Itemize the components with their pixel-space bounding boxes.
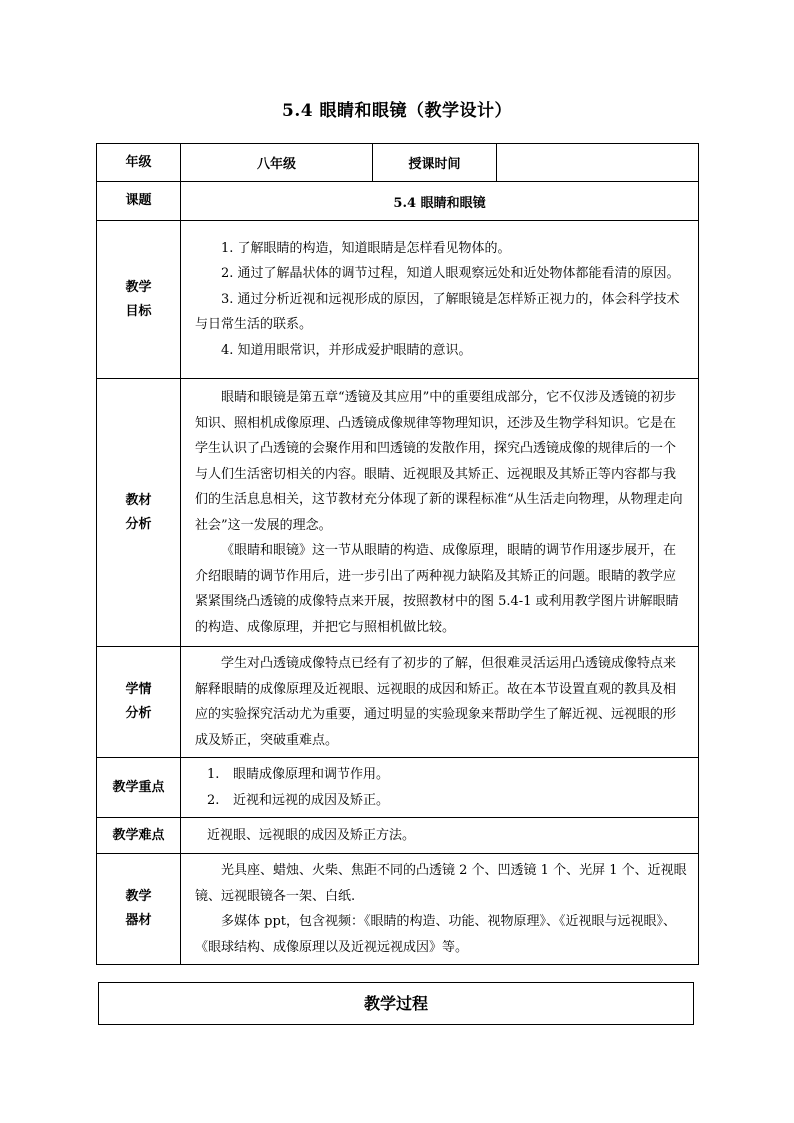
- material-row: [97, 379, 699, 647]
- equipment-paragraph: 光具座、蜡烛、火柴、焦距不同的凸透镜 2 个、凹透镜 1 个、光屏 1 个、近视眼镜、远视眼镜各一架、白纸.: [195, 863, 687, 904]
- document-title: 5.4 眼睛和眼镜（教学设计）: [282, 101, 512, 121]
- students-paragraph: 学生对凸透镜成像特点已经有了初步的了解，但很难灵活运用凸透镜成像特点来解释眼睛的成像原理及近视眼、远视眼的成因和矫正。故在本节设置直观的教具及相应的实验探究活动尤为重要，通过明显的实验现象来帮助学生了解近视、远视眼的形成及矫正，突破重难点。: [195, 656, 677, 748]
- students-row: [97, 647, 699, 758]
- equipment-label: 教学 器材: [97, 854, 181, 965]
- difficulty-content: [181, 818, 699, 854]
- class-time-label: 授课时间: [373, 144, 497, 182]
- goals-label: 教学 目标: [97, 221, 181, 379]
- key-point-item: 2. 近视和远视的成因及矫正。: [207, 792, 390, 808]
- topic-row: [97, 182, 699, 221]
- equipment-paragraph: 多媒体 ppt，包含视频：《眼睛的构造、功能、视物原理》、《近视眼与远视眼》、《眼球结构、成像原理以及近视远视成因》等。: [195, 914, 677, 955]
- difficulty-row: [97, 818, 699, 854]
- goal-item: 1. 了解眼睛的构造，知道眼睛是怎样看见物体的。: [221, 240, 511, 256]
- material-label: 教材 分析: [97, 379, 181, 647]
- class-time-value: [497, 144, 699, 182]
- equipment-row: [97, 854, 699, 965]
- grade-value: 八年级: [181, 144, 373, 182]
- goal-item: 2. 通过了解晶状体的调节过程，知道人眼观察远处和近处物体都能看清的原因。: [221, 266, 680, 282]
- difficulty-label: 教学难点: [97, 818, 181, 854]
- goal-item: 4. 知道用眼常识，并形成爱护眼睛的意识。: [221, 342, 472, 358]
- material-paragraph: 《眼睛和眼镜》这一节从眼睛的构造、成像原理，眼睛的调节作用逐步展开，在介绍眼睛的调节作用后，进一步引出了两种视力缺陷及其矫正的问题。眼睛的教学应紧紧围绕凸透镜的成像特点来开展，按照教材中的图 5.4-1 或利用教学图片讲解眼睛的构造、成像原理，并把它与照相机做比较。: [195, 543, 679, 635]
- topic-value: 5.4 眼睛和眼镜: [181, 182, 699, 221]
- topic-label: 课题: [97, 182, 181, 221]
- key-points-label: 教学重点: [97, 758, 181, 818]
- goals-content: [181, 221, 699, 379]
- equipment-content: [181, 854, 699, 965]
- teaching-process-heading: 教学过程: [98, 982, 694, 1025]
- material-paragraph: 眼睛和眼镜是第五章“透镜及其应用”中的重要组成部分，它不仅涉及透镜的初步知识、照相机成像原理、凸透镜成像规律等物理知识，还涉及生物学科知识。它是在学生认识了凸透镜的会聚作用和凹透镜的发散作用，探究凸透镜成像的规律后的一个与人们生活密切相关的内容。眼睛、近视眼及其矫正、远视眼及其矫正等内容都与我们的生活息息相关，这节教材充分体现了新的课程标准“从生活走向物理，从物理走向社会”这一发展的理念。: [195, 390, 683, 533]
- key-points-row: [97, 758, 699, 818]
- difficulty-text: 近视眼、远视眼的成因及矫正方法。: [207, 827, 416, 843]
- key-points-content: [181, 758, 699, 818]
- students-content: [181, 647, 699, 758]
- goal-item: 3. 通过分析近视和远视形成的原因，了解眼镜是怎样矫正视力的，体会科学技术与日常生活的联系。: [195, 291, 680, 333]
- grade-row: [97, 144, 699, 182]
- goals-row: [97, 221, 699, 379]
- lesson-plan-table: [96, 143, 699, 965]
- key-point-item: 1. 眼睛成像原理和调节作用。: [207, 767, 390, 782]
- students-label: 学情 分析: [97, 647, 181, 758]
- material-content: [181, 379, 699, 647]
- grade-label: 年级: [97, 144, 181, 182]
